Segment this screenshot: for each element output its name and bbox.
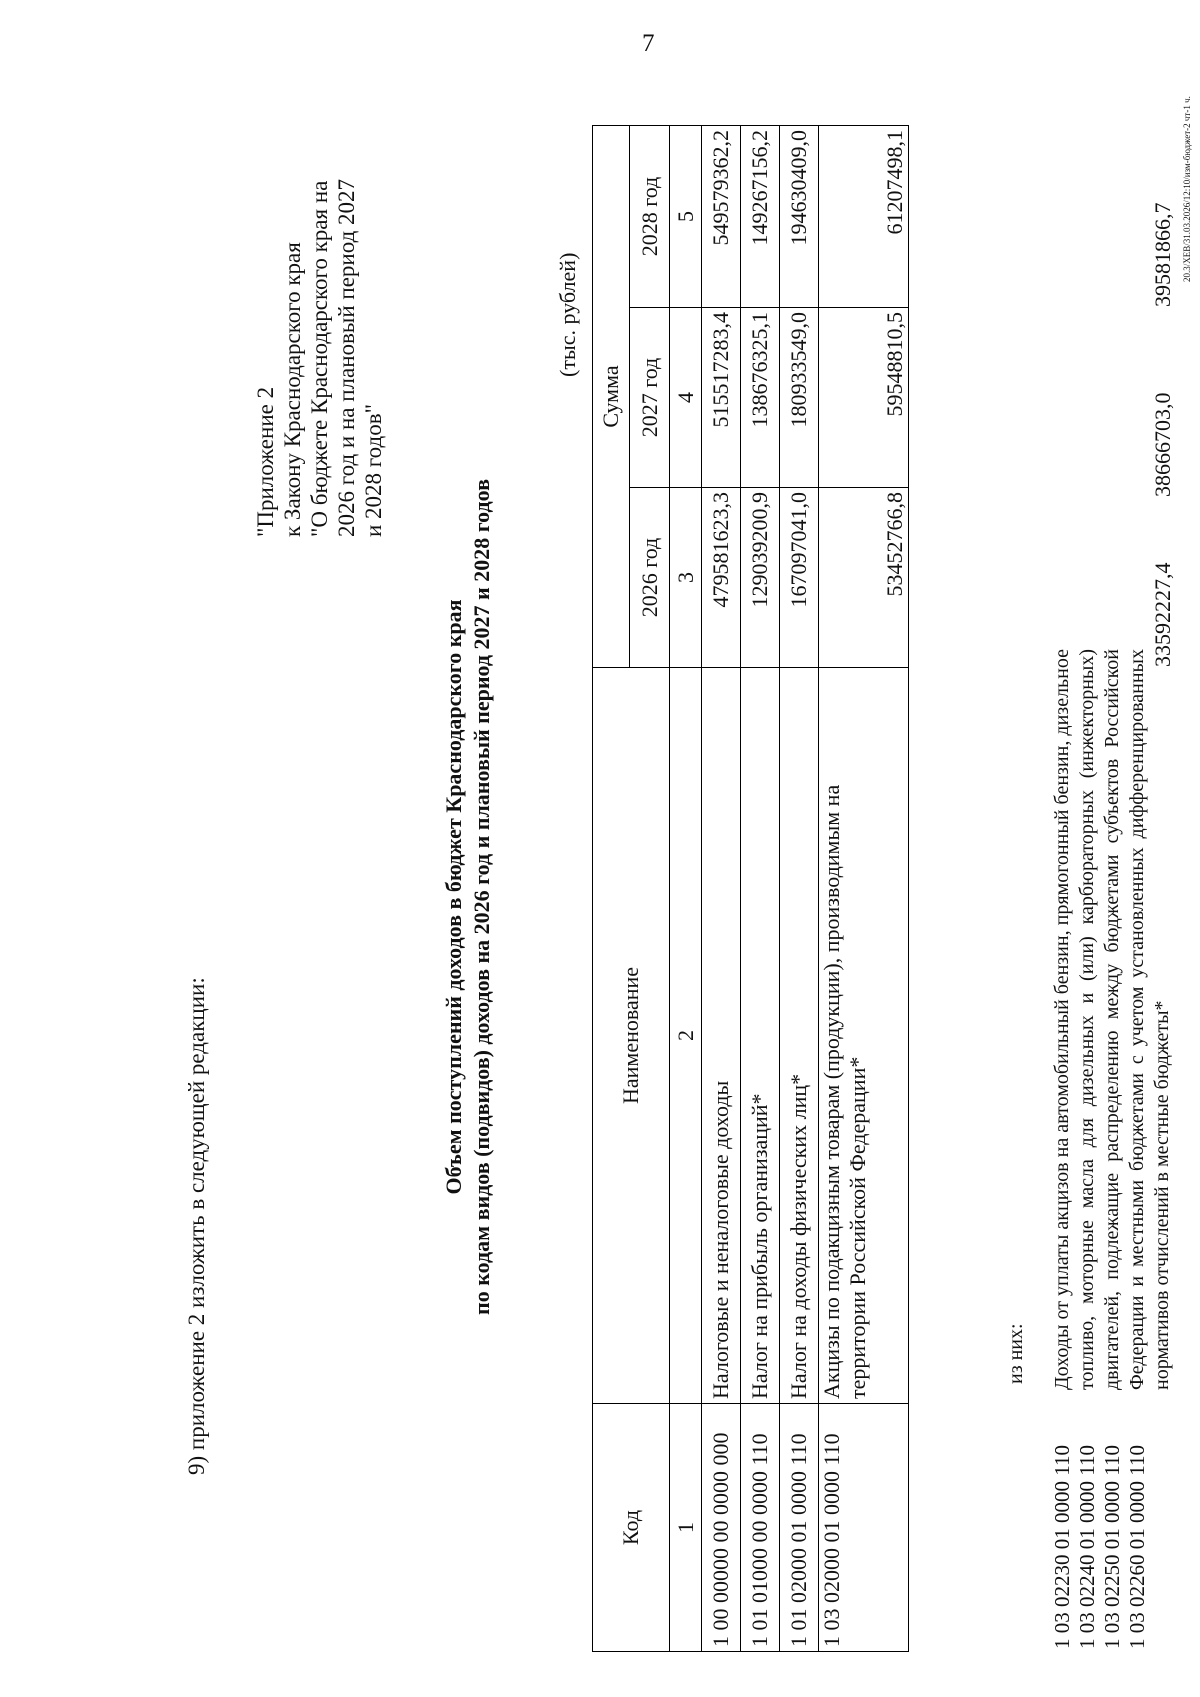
title-line-2: по кодам видов (подвидов) доходов на 2026 год и плановый период 2027 и 2028 годов <box>469 479 494 1315</box>
row-value-2027: 138676325,1 <box>741 308 780 488</box>
row-name: Налог на прибыль организаций* <box>741 668 780 1404</box>
row-value-2028: 194630409,0 <box>780 126 819 308</box>
sub-item-name: Доходы от уплаты акцизов на автомобильный бензин, прямогонный бензин, дизельное топливо, моторные масла для дизельных и (или) карбюраторных (инжекторных) двигателей, подлежащие распределению между бюджетами субъектов Российской Федерации и местными бюджетами с учетом установленных дифференцированных нормативов отчислений в местные бюджеты* <box>1051 649 1173 1390</box>
intro-text: 9) приложение 2 изложить в следующей редакции: <box>184 977 209 1475</box>
sub-items-label: из них: <box>1005 1323 1027 1384</box>
row-value-2028: 149267156,2 <box>741 126 780 308</box>
header-2027: 2027 год <box>630 308 670 488</box>
document-stamp: 20.3/XEB/31.03.2026/12:10/изм-бюджет-2 чт-1 ч. <box>1182 96 1192 282</box>
row-value-2028: 61207498,1 <box>819 126 909 308</box>
row-value-2028: 549579362,2 <box>702 126 741 308</box>
col-number: 1 <box>670 1404 702 1652</box>
header-code: Код <box>593 1404 670 1652</box>
header-name: Наименование <box>593 668 670 1404</box>
appendix-line: к Закону Краснодарского края <box>280 242 305 537</box>
header-sum: Сумма <box>593 126 630 668</box>
sub-value-2027: 38666703,0 <box>1150 392 1175 497</box>
col-number: 5 <box>670 126 702 308</box>
sub-code: 1 03 02230 01 0000 110 <box>1050 1445 1074 1649</box>
row-code: 1 03 02000 01 0000 110 <box>819 1404 909 1652</box>
row-name: Налоговые и неналоговые доходы <box>702 668 741 1404</box>
units-label: (тыс. рублей) <box>555 252 580 377</box>
col-number: 4 <box>670 308 702 488</box>
sub-code: 1 03 02250 01 0000 110 <box>1100 1445 1124 1649</box>
row-value-2026: 53452766,8 <box>819 488 909 668</box>
header-2028: 2028 год <box>630 126 670 308</box>
row-value-2026: 479581623,3 <box>702 488 741 668</box>
row-value-2027: 180933549,0 <box>780 308 819 488</box>
appendix-line: "Приложение 2 <box>253 386 278 537</box>
sub-code: 1 03 02240 01 0000 110 <box>1075 1445 1099 1649</box>
row-value-2027: 515517283,4 <box>702 308 741 488</box>
row-name: Акцизы по подакцизным товарам (продукции), производимым на территории Российской Федерации* <box>819 668 909 1404</box>
appendix-line: и 2028 годов" <box>361 404 386 537</box>
header-2026: 2026 год <box>630 488 670 668</box>
document-title <box>440 397 496 1397</box>
appendix-line: "О бюджете Краснодарского края на <box>307 180 332 537</box>
appendix-header <box>252 179 387 537</box>
sub-value-2026: 33592227,4 <box>1150 562 1175 667</box>
row-value-2026: 129039200,9 <box>741 488 780 668</box>
title-line-1: Объем поступлений доходов в бюджет Краснодарского края <box>441 599 466 1195</box>
row-code: 1 00 00000 00 0000 000 <box>702 1404 741 1652</box>
col-number: 2 <box>670 668 702 1404</box>
table-row <box>702 126 741 1652</box>
table-row <box>780 126 819 1652</box>
row-name: Налог на доходы физических лиц* <box>780 668 819 1404</box>
table-row <box>819 126 909 1652</box>
row-code: 1 01 02000 01 0000 110 <box>780 1404 819 1652</box>
page-number: 7 <box>642 30 655 57</box>
row-value-2027: 59548810,5 <box>819 308 909 488</box>
sub-code: 1 03 02260 01 0000 110 <box>1125 1445 1149 1649</box>
revenue-table <box>592 125 909 1652</box>
row-code: 1 01 01000 00 0000 110 <box>741 1404 780 1652</box>
appendix-line: 2026 год и на плановый период 2027 <box>334 178 359 537</box>
row-value-2026: 167097041,0 <box>780 488 819 668</box>
sub-codes <box>1050 1445 1150 1649</box>
table-row <box>741 126 780 1652</box>
col-number: 3 <box>670 488 702 668</box>
sub-value-2028: 39581866,7 <box>1150 202 1175 307</box>
